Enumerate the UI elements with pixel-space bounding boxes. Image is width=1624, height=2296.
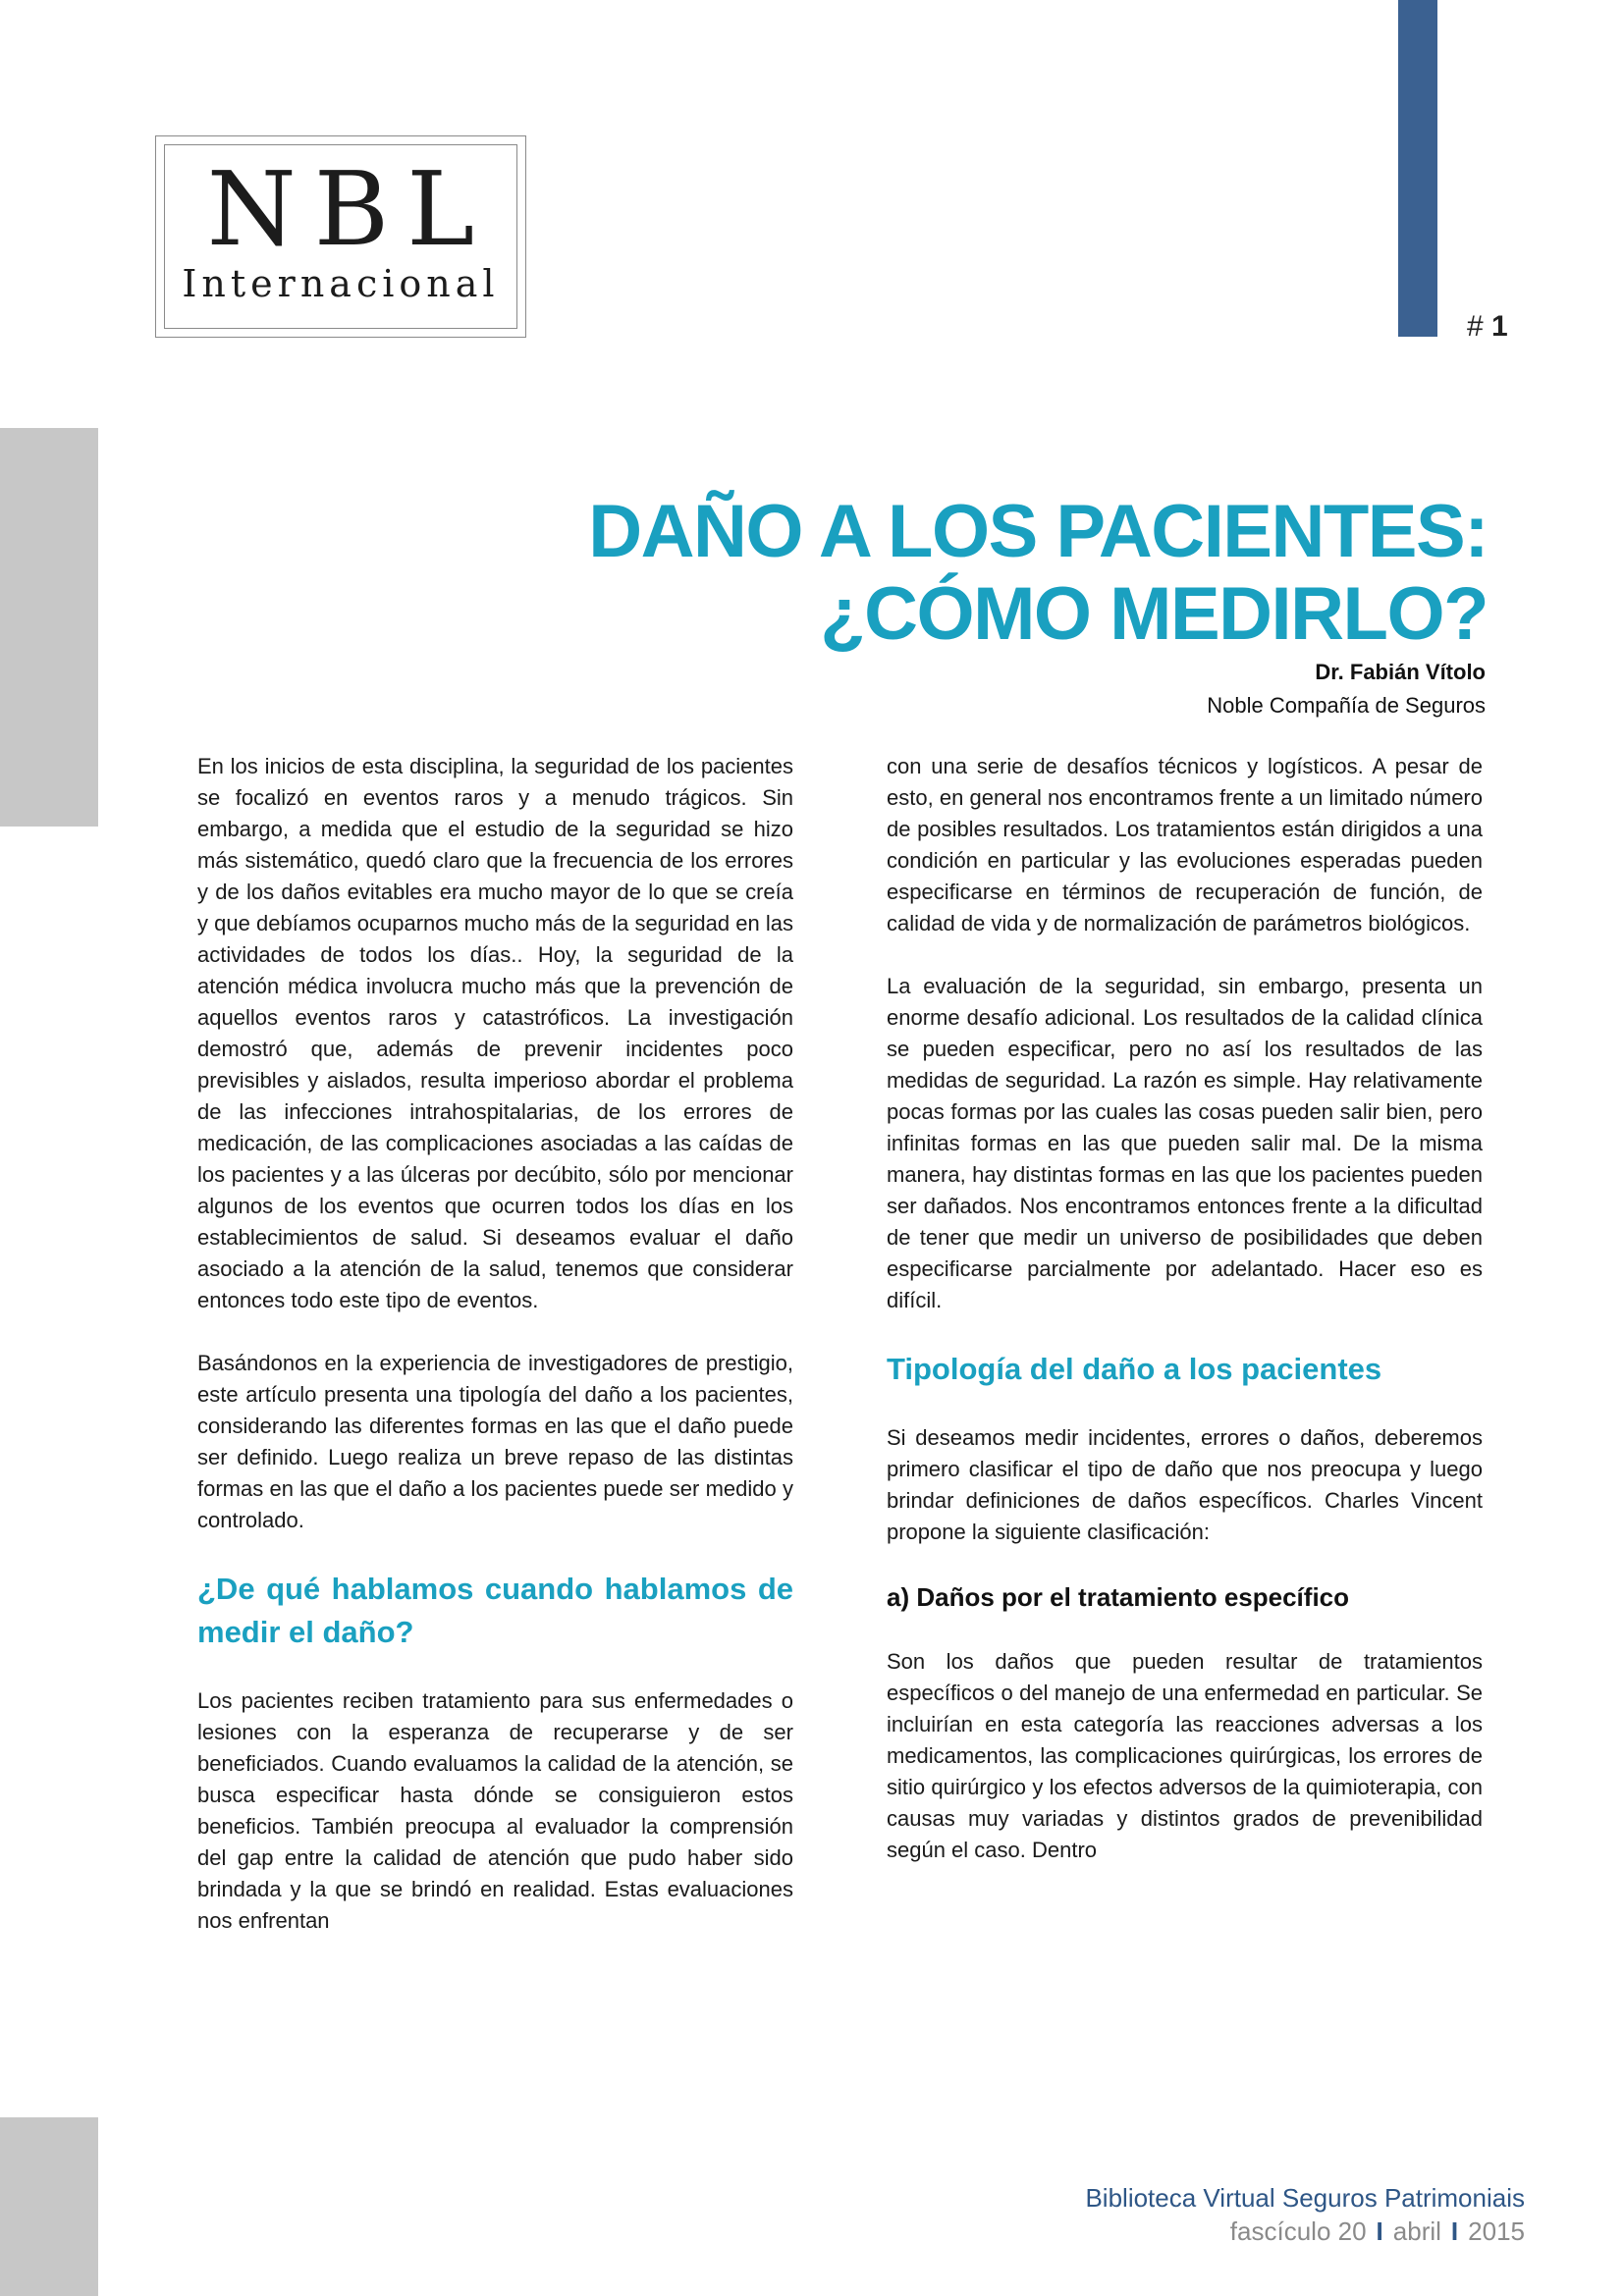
footer-library-name: Biblioteca Virtual Seguros Patrimoniais <box>1085 2183 1525 2213</box>
paragraph: Son los daños que pueden resultar de tratamientos específicos o del manejo de una enfermedad en particular. Se incluirían en esta categoría las reacciones adversas a los medicamentos, las complicaciones quirúrgicas, los errores de sitio quirúrgico y los efectos adversos de la quimioterapia, con causas muy variadas y distintos grados de prevenibilidad según el caso. Dentro <box>887 1649 1483 1862</box>
article-title <box>491 491 1488 656</box>
page-footer <box>1085 2181 1525 2248</box>
footer-fasciculo: fascículo 20 <box>1229 2216 1367 2246</box>
footer-year: 2015 <box>1468 2216 1525 2246</box>
paragraph: con una serie de desafíos técnicos y logísticos. A pesar de esto, en general nos encontramos frente a un limitado número de posibles resultados. Los tratamientos están dirigidos a una condición en particular y las evoluciones esperadas pueden especificarse en términos de recuperación de función, de calidad de vida y de normalización de parámetros biológicos. <box>887 754 1483 935</box>
top-accent-bar <box>1398 0 1437 337</box>
logo-main-text: NBL <box>206 149 493 269</box>
paragraph: En los inicios de esta disciplina, la seguridad de los pacientes se focalizó en eventos raros y a menudo trágicos. Sin embargo, a medida que el estudio de la seguridad se hizo más sistemático, quedó claro que la frecuencia de los errores y de los daños evitables era mucho mayor de lo que se creía y que debíamos ocuparnos mucho más de la seguridad en las actividades de todos los días.. Hoy, la seguridad de la atención médica involucra mucho más que la prevención de aquellos eventos raros y catastróficos. La investigación demostró que, además de prevenir incidentes poco previsibles y aislados, resulta imperioso abordar el problema de las infecciones intrahospitalarias, de los errores de medicación, de las complicaciones asociadas a las caídas de los pacientes y a las úlceras por decúbito, sólo por mencionar algunos de los eventos que ocurren todos los días en los establecimientos de salud. Si deseamos evaluar el daño asociado a la atención de la salud, tenemos que considerar entonces todo este tipo de eventos. <box>197 754 793 1312</box>
nbl-logo <box>155 135 526 338</box>
paragraph: Si deseamos medir incidentes, errores o daños, deberemos primero clasificar el tipo de daño que nos preocupa y luego brindar definiciones de daños específicos. Charles Vincent propone la siguiente clasificación: <box>887 1425 1483 1544</box>
author-block <box>1207 656 1486 722</box>
logo-sub-text: Internacional <box>182 262 500 305</box>
section-heading: Tipología del daño a los pacientes <box>887 1352 1382 1386</box>
footer-separator: I <box>1450 2216 1459 2246</box>
paragraph: Basándonos en la experiencia de investigadores de prestigio, este artículo presenta una tipología del daño a los pacientes, considerando las diferentes formas en las que el daño puede ser definido. Luego realiza un breve repaso de las distintas formas en las que el daño a los pacientes puede ser medido y controlado. <box>197 1351 793 1532</box>
title-line-2: ¿CÓMO MEDIRLO? <box>820 572 1488 656</box>
author-name: Dr. Fabián Vítolo <box>1315 660 1486 684</box>
paragraph: Los pacientes reciben tratamiento para sus enfermedades o lesiones con la esperanza de recuperarse y de ser beneficiados. Cuando evaluamos la calidad de la atención, se busca especificar hasta dónde se consiguieron estos beneficios. También preocupa al evaluador la comprensión del gap entre la calidad de atención que pudo haber sido brindada y la que se brindó en realidad. Estas evaluaciones nos enfrentan <box>197 1688 793 1933</box>
issue-number <box>1467 310 1508 344</box>
paragraph: La evaluación de la seguridad, sin embargo, presenta un enorme desafío adicional. Los resultados de la calidad clínica se pueden especificar, pero no así los resultados de las medidas de seguridad. La razón es simple. Hay relativamente pocas formas por las cuales las cosas pueden salir bien, pero infinitas formas en las que pueden salir mal. De la misma manera, hay distintas formas en las que los pacientes pueden ser dañados. Nos encontramos entonces frente a la dificultad de tener que medir un universo de posibilidades que deben especificarse parcialmente por adelantado. Hacer eso es difícil. <box>887 974 1483 1312</box>
issue-number-value: 1 <box>1491 310 1508 343</box>
author-affiliation: Noble Compañía de Seguros <box>1207 693 1486 718</box>
issue-hash: # <box>1467 310 1484 343</box>
side-gray-bar-upper <box>0 428 98 827</box>
footer-separator: I <box>1376 2216 1383 2246</box>
right-column <box>887 751 1483 1897</box>
left-column <box>197 751 793 1968</box>
subsection-heading: a) Daños por el tratamiento específico <box>887 1582 1350 1612</box>
footer-month: abril <box>1392 2216 1441 2246</box>
section-heading: ¿De qué hablamos cuando hablamos de medir el daño? <box>197 1572 793 1649</box>
side-gray-bar-lower <box>0 2117 98 2296</box>
title-line-1: DAÑO A LOS PACIENTES: <box>588 490 1488 573</box>
footer-issue-info <box>1085 2215 1525 2248</box>
